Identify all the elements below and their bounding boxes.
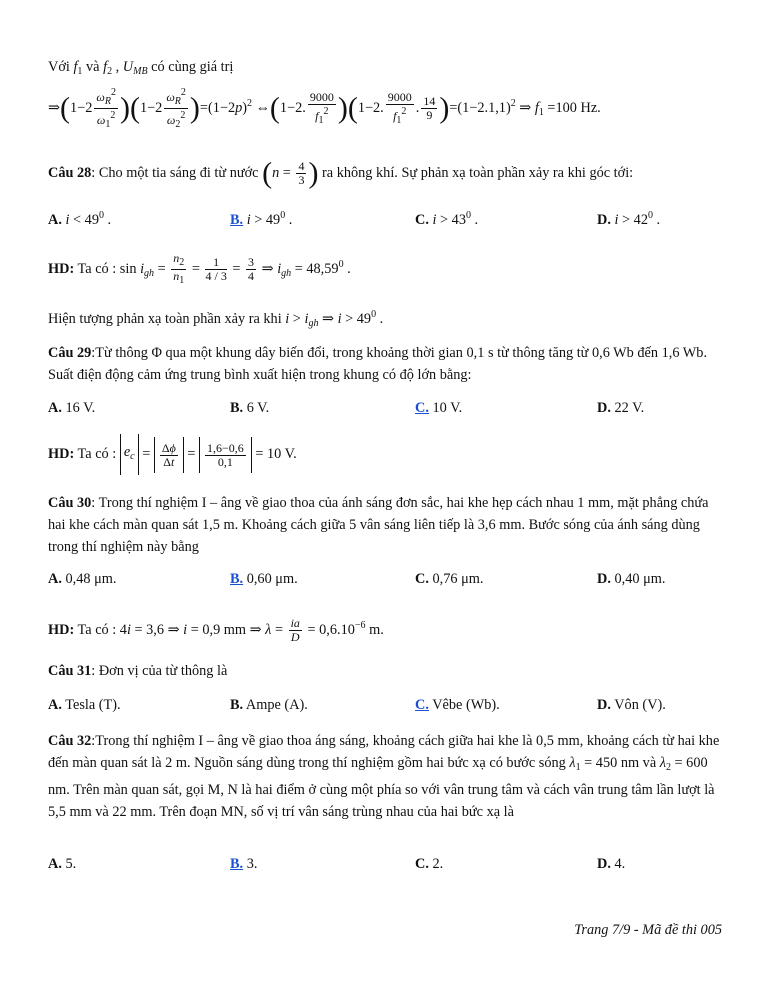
- option-b[interactable]: B. Ampe (A).: [230, 697, 308, 713]
- options-q30: [48, 571, 728, 591]
- options-q32: [48, 856, 728, 876]
- option-b[interactable]: B. 0,60 μm.: [230, 571, 298, 587]
- option-c[interactable]: C. 0,76 μm.: [415, 571, 484, 587]
- option-b[interactable]: B. 6 V.: [230, 400, 270, 416]
- conclusion-28: Hiện tượng phản xạ toàn phần xảy ra khi $i > i_{gh}$ ⇒ $i > 49^0$ .: [48, 309, 384, 329]
- question-32: Câu 32:Trong thí nghiệm I – âng về giao thoa áng sáng, khoảng cách giữa hai khe là 0,5 mm, khoảng cách từ hai khe đến màn quan sát là 2 m. Nguồn sáng dùng trong thí nghiệm gồm hai bức xạ có bước sóng $\lambda_1 = 450$ nm và $\lambda_2 = 600$ nm. Trên màn quan sát, gọi M, N là hai điểm ở cùng một phía so với vân trung tâm và cách vân trung tâm lần lượt là 5,5 mm và 22 mm. Trên đoạn MN, số vị trí vân sáng trùng nhau của hai bức xạ là: [48, 733, 720, 820]
- option-a[interactable]: A. 5.: [48, 856, 77, 872]
- page-footer: Trang 7/9 - Mã đề thi 005: [574, 922, 722, 938]
- option-a[interactable]: A. 16 V.: [48, 400, 96, 416]
- option-c[interactable]: C. 2.: [415, 856, 444, 872]
- option-d[interactable]: D. Vôn (V).: [597, 697, 666, 713]
- option-d[interactable]: D. 4.: [597, 856, 626, 872]
- hd-28: HD: Ta có : $\sin i_{gh}$ = $\frac{n_2}{n_1}$ = $\frac{1}{4 / 3}$ = $\frac{3}{4}$ ⇒ $i_{gh} = 48,59^0$ .: [48, 251, 351, 287]
- option-b[interactable]: B. $i > 49^0$ .: [230, 210, 293, 228]
- options-q28: [48, 210, 728, 230]
- hd-29: HD: Ta có : $e_c$ = $\frac{\Delta\phi}{\Delta t}$ = $\frac{1,6-0,6}{0,1}$ = 10 V.: [48, 434, 297, 475]
- option-a[interactable]: A. $i < 49^0$ .: [48, 210, 112, 228]
- question-30: Câu 30: Trong thí nghiệm I – âng về giao thoa của ánh sáng đơn sắc, hai khe hẹp cách nhau 1 mm, mặt phẳng chứa hai khe cách màn quan sát 1,5 m. Khoảng cách giữa 5 vân sáng liên tiếp là 3,6 mm. Bước sóng của ánh sáng dùng trong thí nghiệm này bằng: [48, 495, 709, 555]
- question-28: Câu 28: Cho một tia sáng đi từ nước (n = $\frac{4}{3}$ ) ra không khí. Sự phản xạ toàn phần xảy ra khi góc tới:: [48, 156, 634, 190]
- option-c[interactable]: C. 10 V.: [415, 400, 463, 416]
- question-label: Câu 28: [48, 165, 92, 181]
- intro-formula: ⇒(1−2 $\frac{\omega_R^2}{\omega_1^2}$ )(1−2 $\frac{\omega_R^2}{\omega_2^2}$ )$=(1-2p)^2$ ⇔(1−2. $\frac{9000}{f_1^2}$ )(1−2. $\frac{9000}{f_1^2}$ . $\frac{14}{9}$ )$=(1-2.1,1)^2$ ⇒ $f_1 =100$ Hz.: [48, 87, 601, 131]
- option-c[interactable]: C. $i > 43^0$ .: [415, 210, 479, 228]
- options-q31: [48, 697, 728, 717]
- option-a[interactable]: A. 0,48 μm.: [48, 571, 117, 587]
- options-q29: [48, 400, 728, 420]
- option-d[interactable]: D. 0,40 μm.: [597, 571, 666, 587]
- intro-text: Với $f_1$ và $f_2$ , $U_{MB}$ có cùng giá trị: [48, 59, 234, 77]
- option-a[interactable]: A. Tesla (T).: [48, 697, 121, 713]
- option-d[interactable]: D. $i > 42^0$ .: [597, 210, 661, 228]
- question-29: Câu 29:Từ thông Φ qua một khung dây biến đổi, trong khoảng thời gian 0,1 s từ thông tăng từ 0,6 Wb đến 1,6 Wb. Suất điện động cảm ứng trung bình xuất hiện trong khung có độ lớn bằng:: [48, 345, 708, 383]
- hd-30: HD: Ta có : 4i = 3,6 ⇒ i = 0,9 mm ⇒ λ = $\frac{ia}{D}$ = $0,6.10^{-6}$ m.: [48, 616, 384, 645]
- option-d[interactable]: D. 22 V.: [597, 400, 645, 416]
- option-b[interactable]: B. 3.: [230, 856, 258, 872]
- option-c[interactable]: C. Vêbe (Wb).: [415, 697, 500, 713]
- question-31: Câu 31: Đơn vị của từ thông là: [48, 663, 228, 679]
